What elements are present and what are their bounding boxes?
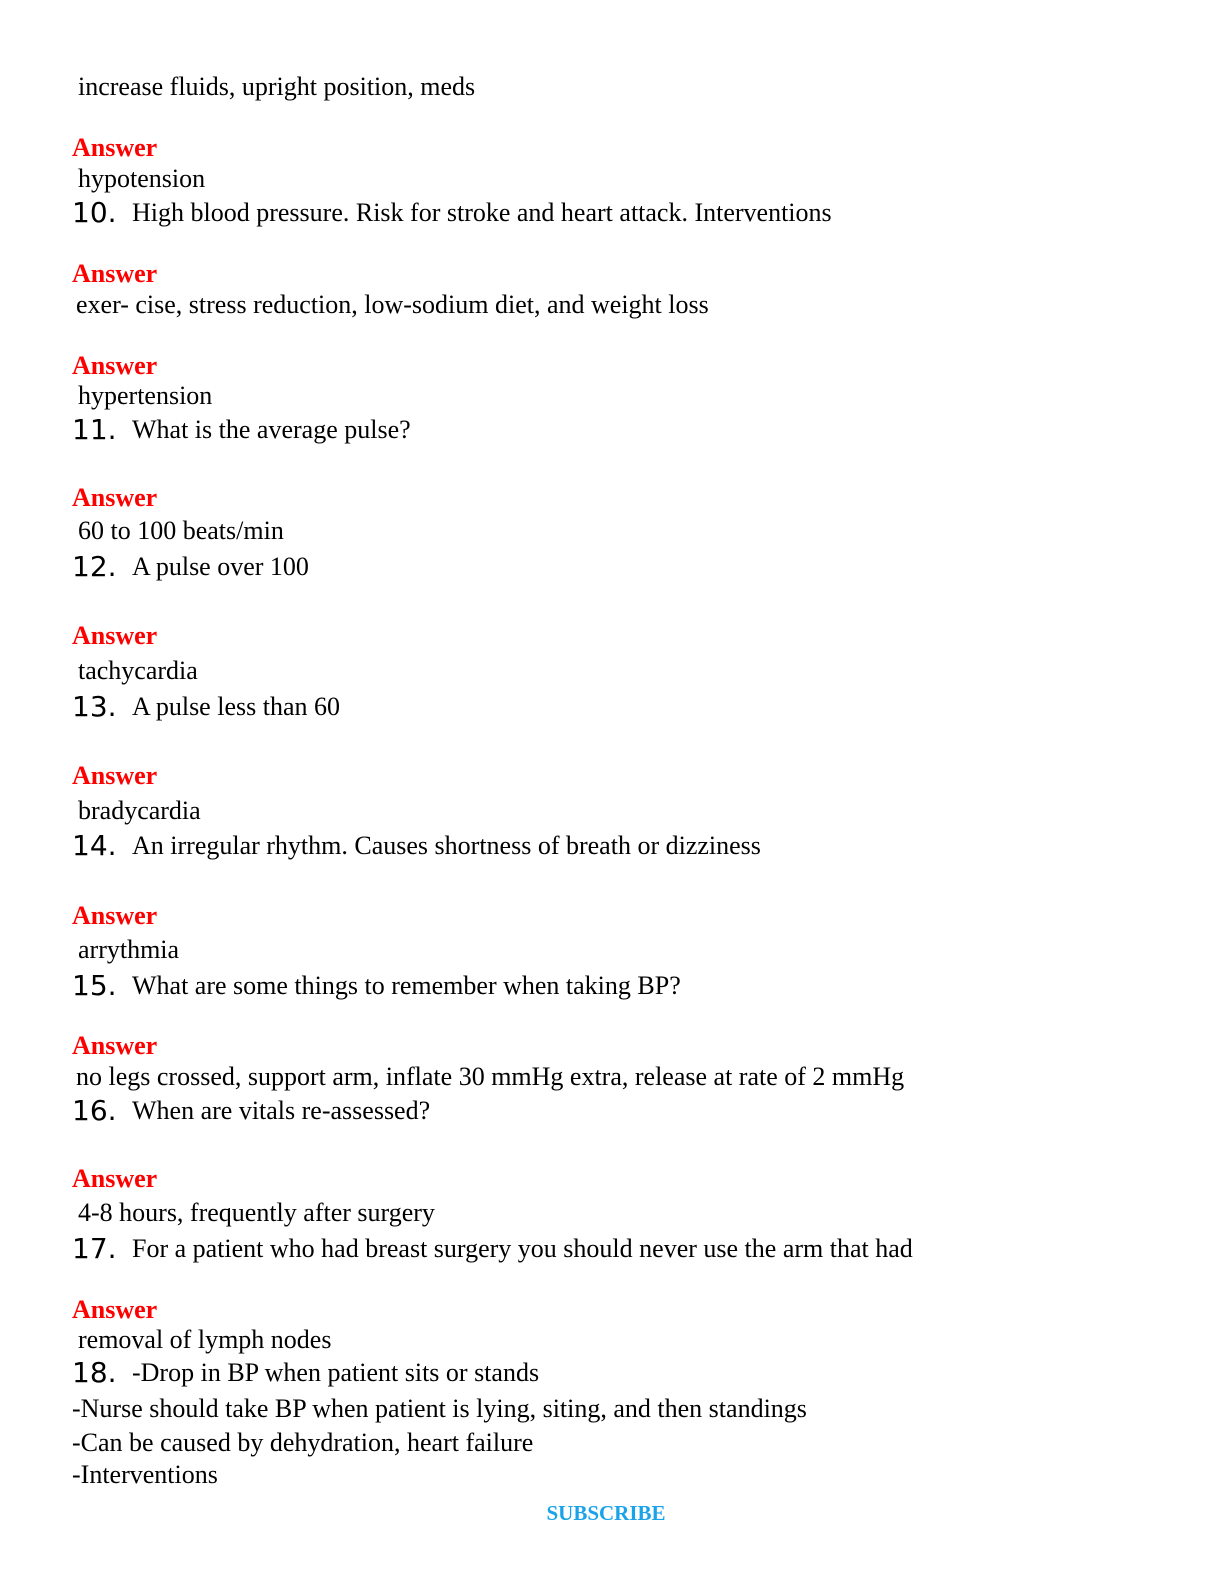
answer-text: bradycardia — [78, 796, 201, 825]
question-text-continued: -Nurse should take BP when patient is lying, siting, and then standings — [72, 1394, 807, 1423]
question-text: High blood pressure. Risk for stroke and heart attack. Interventions — [132, 198, 832, 227]
answer-text: increase fluids, upright position, meds — [78, 72, 476, 101]
answer-text: exer- cise, stress reduction, low-sodium diet, and weight loss — [76, 290, 709, 319]
question-text: When are vitals re-assessed? — [132, 1096, 431, 1125]
answer-label: Answer — [72, 483, 158, 512]
question-number: 10. — [72, 196, 117, 229]
answer-label: Answer — [72, 761, 158, 790]
answer-text: tachycardia — [78, 656, 198, 685]
answer-label: Answer — [72, 621, 158, 650]
question-text-continued: -Interventions — [72, 1460, 218, 1489]
answer-label: Answer — [72, 1164, 158, 1193]
question-text: An irregular rhythm. Causes shortness of breath or dizziness — [132, 831, 761, 860]
question-text: A pulse over 100 — [132, 552, 309, 581]
answer-text: 60 to 100 beats/min — [78, 516, 284, 545]
answer-text: hypertension — [78, 381, 213, 410]
answer-text: 4-8 hours, frequently after surgery — [78, 1198, 435, 1227]
question-number: 18. — [72, 1356, 117, 1389]
question-number: 17. — [72, 1232, 117, 1265]
answer-label: Answer — [72, 901, 158, 930]
question-text: A pulse less than 60 — [132, 692, 340, 721]
question-text-continued: -Can be caused by dehydration, heart failure — [72, 1428, 534, 1457]
question-number: 13. — [72, 690, 117, 723]
answer-text: no legs crossed, support arm, inflate 30 mmHg extra, release at rate of 2 mmHg — [76, 1062, 905, 1091]
answer-label: Answer — [72, 259, 158, 288]
question-text: What is the average pulse? — [132, 415, 411, 444]
answer-label: Answer — [72, 1031, 158, 1060]
question-number: 16. — [72, 1094, 117, 1127]
question-text: For a patient who had breast surgery you should never use the arm that had — [132, 1234, 913, 1263]
answer-text: hypotension — [78, 164, 206, 193]
question-number: 15. — [72, 969, 117, 1002]
question-number: 14. — [72, 829, 117, 862]
question-number: 11. — [72, 413, 117, 446]
question-text: What are some things to remember when taking BP? — [132, 971, 681, 1000]
question-text: -Drop in BP when patient sits or stands — [132, 1358, 540, 1387]
answer-label: Answer — [72, 1295, 158, 1324]
answer-text: arrythmia — [78, 935, 180, 964]
answer-text: removal of lymph nodes — [78, 1325, 332, 1354]
answer-label: Answer — [72, 133, 158, 162]
subscribe-link[interactable]: SUBSCRIBE — [546, 1501, 666, 1525]
answer-label: Answer — [72, 351, 158, 380]
question-number: 12. — [72, 550, 117, 583]
